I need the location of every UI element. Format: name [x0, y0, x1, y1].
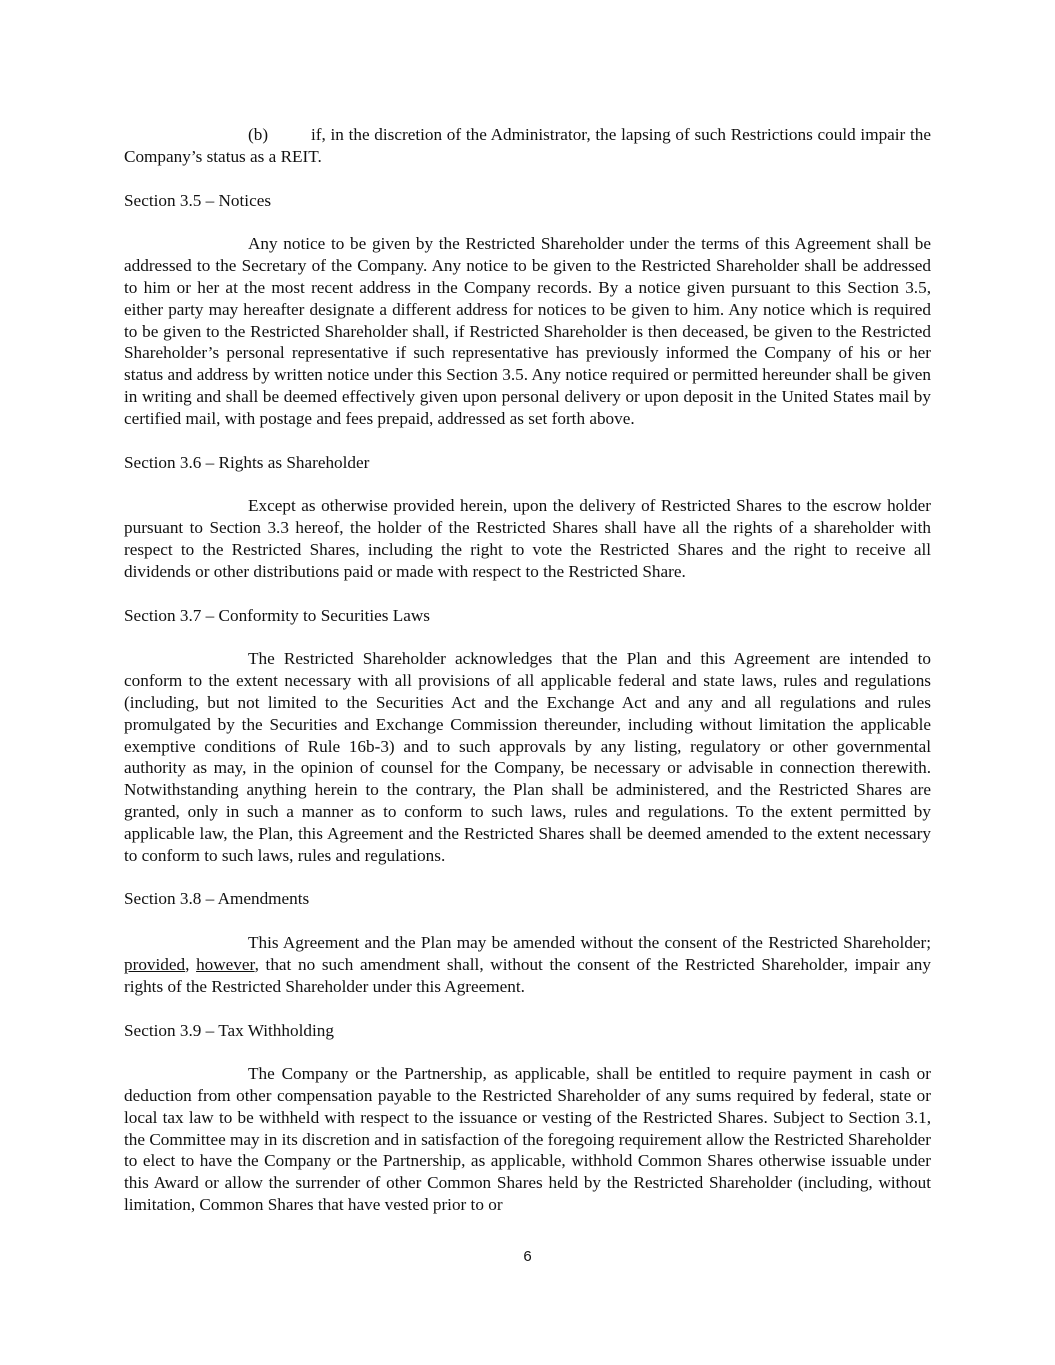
section-3-8-body [124, 932, 931, 997]
section-3-8-text-2: , [185, 954, 197, 974]
however-term: however [196, 954, 255, 974]
section-3-5-body: Any notice to be given by the Restricted Shareholder under the terms of this Agreement shall be addressed to the Secretary of the Company. Any notice to be given to the Restricted Shareholder shall be addressed to him or her at the most recent address in the Company records. By a notice given pursuant to this Section 3.5, either party may hereafter designate a different address for notices to be given to him. Any notice which is required to be given to the Restricted Shareholder shall, if Restricted Shareholder is then deceased, be given to the Restricted Shareholder’s personal representative if such representative has previously informed the Company of his or her status and address by written notice under this Section 3.5. Any notice required or permitted hereunder shall be given in writing and shall be deemed effectively given upon personal delivery or upon deposit in the United States mail by certified mail, with postage and fees prepaid, addressed as set forth above. [124, 234, 931, 428]
provided-term: provided [124, 954, 186, 974]
section-3-8-heading: Section 3.8 – Amendments [124, 889, 310, 909]
section-3-7-body: The Restricted Shareholder acknowledges that the Plan and this Agreement are intended to conform to the extent necessary with all provisions of all applicable federal and state laws, rules and regulations (including, but not limited to the Securities Act and the Exchange Act and any and all regulations and rules promulgated by the Securities and Exchange Commission thereunder, including without limitation the applicable exemptive conditions of Rule 16b-3) and to such approvals by any listing, regulatory or other governmental authority as may, in the opinion of counsel for the Company, be necessary or advisable in connection therewith. Notwithstanding anything herein to the contrary, the Plan shall be administered, and the Restricted Shares are granted, only in such a manner as to conform to such laws, rules and regulations. To the extent permitted by applicable law, the Plan, this Agreement and the Restricted Shares shall be deemed amended to the extent necessary to conform to such laws, rules and regulations. [124, 649, 931, 865]
item-b-paragraph [124, 124, 931, 168]
section-3-9-body: The Company or the Partnership, as applicable, shall be entitled to require payment in cash or deduction from other compensation payable to the Restricted Shareholder of any sums required by federal, state or local tax law to be withheld with respect to the issuance or vesting of the Restricted Shares. Subject to Section 3.1, the Committee may in its discretion and in satisfaction of the foregoing requirement allow the Restricted Shareholder to elect to have the Company or the Partnership, as applicable, withhold Common Shares otherwise issuable under this Award or allow the surrender of other Common Shares held by the Restricted Shareholder (including, without limitation, Common Shares that have vested prior to or [124, 1064, 931, 1215]
item-b-text: if, in the discretion of the Administrator, the lapsing of such Restrictions could impair the Company’s status as a REIT. [124, 125, 931, 166]
section-3-6-body: Except as otherwise provided herein, upon the delivery of Restricted Shares to the escrow holder pursuant to Section 3.3 hereof, the holder of the Restricted Shares shall have all the rights of a shareholder with respect to the Restricted Shares, including the right to vote the Restricted Shares and the right to receive all dividends or other distributions paid or made with respect to the Restricted Share. [124, 496, 931, 581]
section-3-9-heading: Section 3.9 – Tax Withholding [124, 1020, 334, 1040]
section-3-8-text-3: , that no such amendment shall, without the consent of the Restricted Shareholder, impair any rights of the Restricted Shareholder under this Agreement. [124, 954, 931, 996]
item-b-label: (b) [248, 125, 269, 144]
section-3-8-text-1: This Agreement and the Plan may be amended without the consent of the Restricted Shareholder; [248, 933, 931, 953]
section-3-6-heading: Section 3.6 – Rights as Shareholder [124, 452, 370, 472]
page-number: 6 [523, 1248, 532, 1265]
section-3-5-heading: Section 3.5 – Notices [124, 190, 272, 210]
document-page [124, 124, 931, 1238]
section-3-7-heading: Section 3.7 – Conformity to Securities Laws [124, 605, 430, 625]
